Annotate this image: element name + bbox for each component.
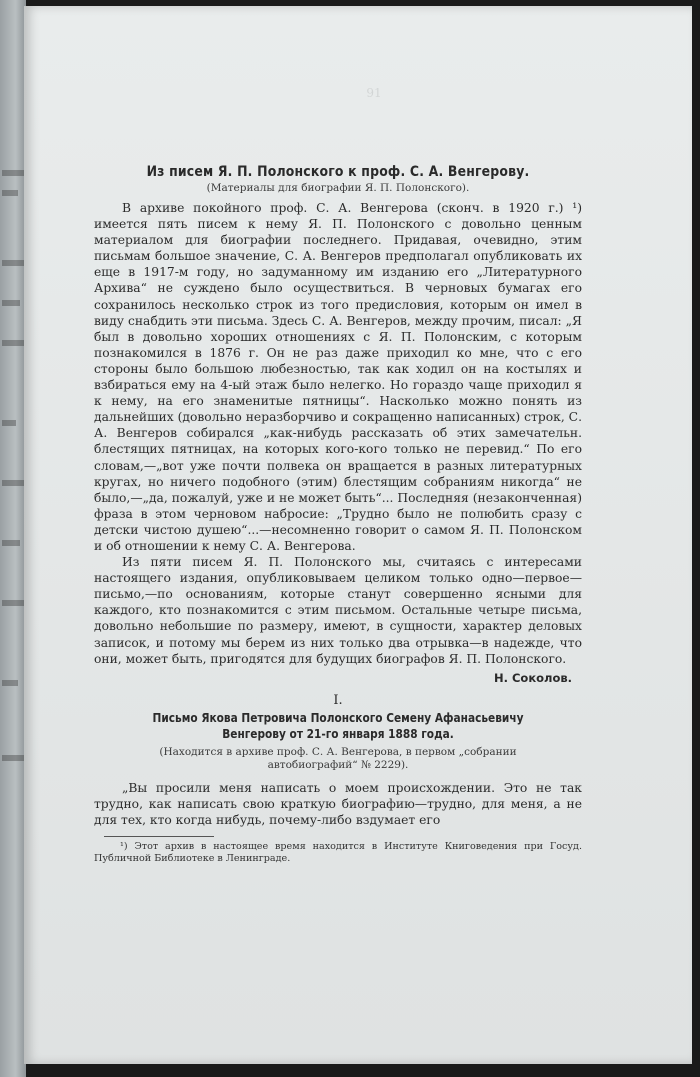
article-paragraph: Из пяти писем Я. П. Полонского мы, считаясь с интересами настоящего издания, опубликовываем целиком только одно—первое—письмо,—по основаниям, которые станут совершенно ясными для каждого, кто познакомится с этим письмом. Остальные четыре письма, довольно небольшие по размеру, имеют, в сущности, характер деловых записок, и потому мы берем из них только два отрывка—в надежде, что они, может быть, пригодятся для будущих биографов Я. П. Полонского. [94, 555, 582, 666]
article-title: Из писем Я. П. Полонского к проф. С. А. Венгерову. [146, 164, 530, 180]
article-paragraph: В архиве покойного проф. С. А. Венгерова (сконч. в 1920 г.) ¹) имеется пять писем к нему Я. П. Полонского с довольно ценным материалом для биографии последнего. Придавая, очевидно, этим письмам большое значение, С. А. Венгеров предполагал опубликовать их еще в 1917-м году, но задуманному им изданию его „Литературного Архива“ не суждено было осуществиться. В черновых бумагах его сохранилось несколько строк из того предисловия, которым он имел в виду снабдить эти письма. Здесь С. А. Венгеров, между прочим, писал: „Я был в довольно хороших отношениях с Я. П. Полонским, с которым познакомился в 1876 г. Он не раз даже приходил ко мне, что с его стороны было большою любезностью, так как ходил он на костылях и взбираться ему на 4-ый этаж было нелегко. Но гораздо чаще приходил я к нему, на его знаменитые пятницы“. Насколько можно понять из дальнейших (довольно неразборчиво и сокращенно написанных) строк, С. А. Венгеров собирался „как-нибудь рассказать об этих замечательн. блестящих пятницах, на которых кого-кого только не перевид.“ По его словам,—„вот уже почти полвека он вращается в разных литературных кругах, но ничего подобного (этим) блестящим собраниям никогда“ не было,—„да, пожалуй, уже и не может быть“... Последняя (незаконченная) фраза в этом черновом набросие: „Трудно было не полюбить сразу с детски чистою душею“...—несомненно говорит о самом Я. П. Полонском и об отношении к нему С. А. Венгерова. [94, 201, 582, 553]
article-subtitle: (Материалы для биографии Я. П. Полонского). [206, 182, 470, 194]
author-signature: Н. Соколов. [493, 670, 572, 685]
page-number: 91 [366, 86, 382, 100]
section-number: I. [333, 692, 343, 708]
letter-opening: „Вы просили меня написать о моем происхождении. Это не так трудно, как написать свою краткую биографию—трудно, для меня, а не для тех, кто когда нибудь, почему-либо вздумает его [94, 780, 582, 827]
footnote-divider [104, 836, 214, 837]
book-page [24, 6, 692, 1064]
letter-title: Письмо Якова Петровича Полонского Семену Афанасьевичу Венгерову от 21-го января 1888 года. [152, 710, 524, 741]
adjacent-page-edge [0, 0, 26, 1077]
page-content [94, 164, 582, 865]
footnote: ¹) Этот архив в настоящее время находится в Институте Книговедения при Госуд. Публичной Библиотеке в Ленинграде. [94, 841, 582, 864]
letter-subtitle: (Находится в архиве проф. С. А. Венгерова, в первом „собрании автобиографий“ № 2229). [159, 745, 517, 771]
